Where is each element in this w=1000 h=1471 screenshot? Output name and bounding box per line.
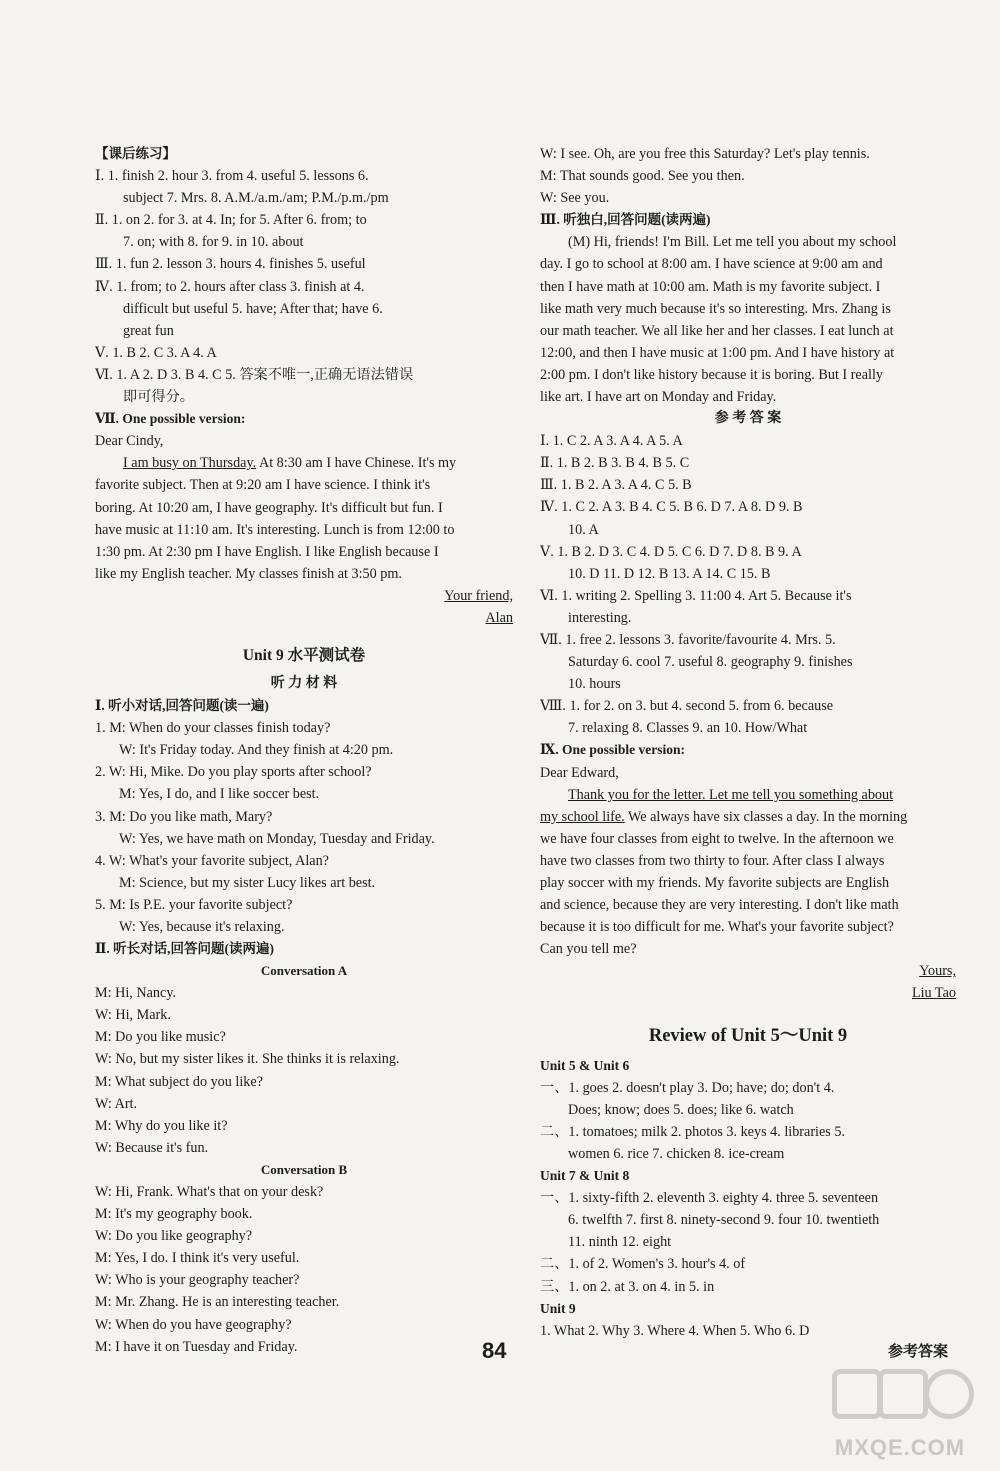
watermark-url: MXQE.COM xyxy=(834,1435,966,1460)
monologue-line: 12:00, and then I have music at 1:00 pm. And I have history at xyxy=(540,344,895,361)
letter-underlined-text: I am busy on Thursday. xyxy=(123,455,257,472)
answer-line: Ⅱ. 1. B 2. B 3. B 4. B 5. C xyxy=(540,455,690,472)
answer-line: Ⅵ. 1. A 2. D 3. B 4. C 5. 答案不唯一,正确无语法错误 xyxy=(95,366,414,383)
answer-line: interesting. xyxy=(568,609,632,626)
after-class-heading: 【课后练习】 xyxy=(95,146,176,161)
left-column xyxy=(95,143,513,1358)
letter-greeting: Dear Edward, xyxy=(540,764,619,781)
dialogue-line: W: Who is your geography teacher? xyxy=(95,1272,300,1289)
letter-line: have two classes from two thirty to four. After class I always xyxy=(540,852,885,869)
letter-first-line xyxy=(95,452,513,474)
dialogue-line: W: Do you like geography? xyxy=(95,1228,253,1245)
unit78-heading: Unit 7 & Unit 8 xyxy=(540,1168,630,1184)
answer-line: 即可得分。 xyxy=(123,389,194,406)
dialogue-line: 5. M: Is P.E. your favorite subject? xyxy=(95,896,293,913)
dialogue-line: 4. W: What's your favorite subject, Alan? xyxy=(95,852,329,869)
answer-line: 三、1. on 2. at 3. on 4. in 5. in xyxy=(540,1278,715,1295)
dialogue-line: M: Yes, I do. I think it's very useful. xyxy=(95,1250,300,1267)
watermark-circle-icon xyxy=(924,1369,974,1419)
letter-underlined-text: Thank you for the letter. Let me tell you something about xyxy=(568,786,894,803)
letter-text: At 8:30 am I have Chinese. It's my xyxy=(256,455,457,472)
letter-closing: Your friend, xyxy=(444,587,513,604)
monologue-line: day. I go to school at 8:00 am. I have science at 9:00 am and xyxy=(540,256,883,273)
letter-underlined-text: my school life. xyxy=(540,808,625,825)
unit9-heading: Unit 9 xyxy=(540,1300,576,1316)
letter-line: play soccer with my friends. My favorite subjects are English xyxy=(540,875,890,891)
letter-line: and science, because they are very interesting. I don't like math xyxy=(540,897,899,914)
answer-line: Ⅵ. 1. writing 2. Spelling 3. 11:00 4. Art 5. Because it's xyxy=(540,587,852,604)
monologue-line: 2:00 pm. I don't like history because it is boring. But I really xyxy=(540,366,884,383)
answer-line: Ⅲ. 1. fun 2. lesson 3. hours 4. finishes 5. useful xyxy=(95,256,366,273)
letter-line xyxy=(540,784,956,806)
dialogue-line: M: I have it on Tuesday and Friday. xyxy=(95,1338,298,1355)
possible-version-heading: Ⅸ. One possible version: xyxy=(540,742,685,758)
monologue-heading: Ⅲ. 听独白,回答问题(读两遍) xyxy=(540,212,711,228)
dialogue-line: M: That sounds good. See you then. xyxy=(540,168,745,185)
conversation-a-title: Conversation A xyxy=(260,963,348,979)
watermark-box-icon xyxy=(832,1369,882,1419)
answer-line: Ⅴ. 1. B 2. D 3. C 4. D 5. C 6. D 7. D 8. B 9. A xyxy=(540,543,802,560)
dialogue-line: W: Yes, we have math on Monday, Tuesday and Friday. xyxy=(119,830,435,847)
answer-line: difficult but useful 5. have; After that; have 6. xyxy=(123,300,383,317)
answer-line: 10. D 11. D 12. B 13. A 14. C 15. B xyxy=(568,565,771,582)
answer-line: Ⅱ. 1. on 2. for 3. at 4. In; for 5. After 6. from; to xyxy=(95,212,367,229)
monologue-line: (M) Hi, friends! I'm Bill. Let me tell you about my school xyxy=(568,234,897,251)
dialogue-line: M: What subject do you like? xyxy=(95,1073,263,1090)
possible-version-heading: Ⅶ. One possible version: xyxy=(95,411,246,427)
dialogue-line: 1. M: When do your classes finish today? xyxy=(95,720,331,737)
dialogue-line: M: Mr. Zhang. He is an interesting teacher. xyxy=(95,1294,340,1311)
answer-line: Ⅷ. 1. for 2. on 3. but 4. second 5. from 6. because xyxy=(540,698,834,715)
letter-signature: Liu Tao xyxy=(911,985,956,1002)
answer-line: 一、1. goes 2. doesn't play 3. Do; have; do; don't 4. xyxy=(540,1079,835,1096)
letter-line: favorite subject. Then at 9:20 am I have science. I think it's xyxy=(95,477,431,494)
letter-signature: Alan xyxy=(485,609,513,626)
dialogue-line: M: Why do you like it? xyxy=(95,1117,228,1134)
dialogue-line: W: Because it's fun. xyxy=(95,1139,209,1156)
answer-line: Ⅰ. 1. finish 2. hour 3. from 4. useful 5. lessons 6. xyxy=(95,168,369,185)
unit56-heading: Unit 5 & Unit 6 xyxy=(540,1057,630,1073)
answer-line: subject 7. Mrs. 8. A.M./a.m./am; P.M./p.m./pm xyxy=(123,190,389,207)
answer-line: 7. on; with 8. for 9. in 10. about xyxy=(123,234,304,251)
letter-line: boring. At 10:20 am, I have geography. It's difficult but fun. I xyxy=(95,499,443,516)
monologue-line: like math very much because it's so interesting. Mrs. Zhang is xyxy=(540,300,891,317)
dialogue-line: W: No, but my sister likes it. She thinks it is relaxing. xyxy=(95,1051,400,1068)
answer-line: Ⅴ. 1. B 2. C 3. A 4. A xyxy=(95,344,217,361)
dialogue-line: W: Hi, Mark. xyxy=(95,1007,171,1024)
dialogue-line: M: Science, but my sister Lucy likes art best. xyxy=(119,874,376,891)
conversation-b-title: Conversation B xyxy=(260,1161,348,1177)
dialogue-line: W: When do you have geography? xyxy=(95,1316,292,1333)
answer-line: women 6. rice 7. chicken 8. ice-cream xyxy=(568,1145,785,1162)
dialogue-line: W: Hi, Frank. What's that on your desk? xyxy=(95,1183,324,1200)
dialogue-line: M: Do you like music? xyxy=(95,1029,226,1046)
dialogue-line: M: Yes, I do, and I like soccer best. xyxy=(119,786,320,803)
dialogue-line: 2. W: Hi, Mike. Do you play sports after school? xyxy=(95,764,372,781)
page-number: 84 xyxy=(482,1338,507,1363)
answer-line: 1. What 2. Why 3. Where 4. When 5. Who 6. D xyxy=(540,1322,810,1339)
letter-line: 1:30 pm. At 2:30 pm I have English. I like English because I xyxy=(95,543,439,560)
answer-line: 11. ninth 12. eight xyxy=(568,1234,672,1251)
letter-line: Can you tell me? xyxy=(540,941,637,958)
answer-line: Ⅲ. 1. B 2. A 3. A 4. C 5. B xyxy=(540,477,692,494)
dialogue-line: W: Art. xyxy=(95,1095,138,1112)
letter-greeting: Dear Cindy, xyxy=(95,433,164,450)
answer-line: great fun xyxy=(123,322,174,339)
answer-line: 6. twelfth 7. first 8. ninety-second 9. four 10. twentieth xyxy=(568,1212,880,1229)
dialogue-line: W: I see. Oh, are you free this Saturday? Let's play tennis. xyxy=(540,146,870,162)
monologue-line: our math teacher. We all like her and her classes. I eat lunch at xyxy=(540,322,894,339)
dialogue-line: W: Yes, because it's relaxing. xyxy=(119,919,285,935)
dialogue-line: W: See you. xyxy=(540,190,610,207)
dialogue-line: M: Hi, Nancy. xyxy=(95,985,177,1002)
answer-line: Ⅰ. 1. C 2. A 3. A 4. A 5. A xyxy=(540,433,683,450)
answer-line: 一、1. sixty-fifth 2. eleventh 3. eighty 4. three 5. seventeen xyxy=(540,1190,879,1207)
answers-title: 参 考 答 案 xyxy=(714,411,782,427)
answer-line: Ⅳ. 1. C 2. A 3. B 4. C 5. B 6. D 7. A 8. D 9. B xyxy=(540,499,803,516)
listening-material-title: 听 力 材 料 xyxy=(270,676,338,692)
answer-line: Saturday 6. cool 7. useful 8. geography 9. finishes xyxy=(568,654,853,671)
review-title: Review of Unit 5～Unit 9 xyxy=(648,1025,848,1046)
monologue-line: then I have math at 10:00 am. Math is my favorite subject. I xyxy=(540,278,881,295)
right-column xyxy=(540,143,956,1342)
answer-line: Ⅶ. 1. free 2. lessons 3. favorite/favourite 4. Mrs. 5. xyxy=(540,631,836,648)
letter-line xyxy=(540,806,956,828)
footer-label: 参考答案 xyxy=(888,1344,949,1360)
answer-line: 10. A xyxy=(568,521,599,538)
letter-line: like my English teacher. My classes finish at 3:50 pm. xyxy=(95,565,402,582)
answer-line: 10. hours xyxy=(568,676,621,693)
unit9-test-title: Unit 9 水平测试卷 xyxy=(242,647,366,665)
answer-line: 7. relaxing 8. Classes 9. an 10. How/What xyxy=(568,720,808,737)
answer-line: 二、1. tomatoes; milk 2. photos 3. keys 4. libraries 5. xyxy=(540,1123,846,1140)
answer-line: Does; know; does 5. does; like 6. watch xyxy=(568,1101,794,1118)
answer-line: 二、1. of 2. Women's 3. hour's 4. of xyxy=(540,1256,746,1273)
dialogue-line: 3. M: Do you like math, Mary? xyxy=(95,808,273,825)
dialogue-line: M: It's my geography book. xyxy=(95,1206,253,1223)
answer-line: Ⅳ. 1. from; to 2. hours after class 3. finish at 4. xyxy=(95,278,365,295)
letter-line: because it is too difficult for me. What's your favorite subject? xyxy=(540,919,894,936)
watermark-logo xyxy=(830,1365,970,1465)
letter-line: we have four classes from eight to twelve. In the afternoon we xyxy=(540,830,894,847)
long-dialogue-heading: Ⅱ. 听长对话,回答问题(读两遍) xyxy=(95,941,274,957)
dialogue-line: W: It's Friday today. And they finish at 4:20 pm. xyxy=(119,742,394,759)
letter-text: We always have six classes a day. In the morning xyxy=(624,808,908,825)
short-dialogue-heading: Ⅰ. 听小对话,回答问题(读一遍) xyxy=(95,698,269,714)
monologue-line: like art. I have art on Monday and Friday. xyxy=(540,389,777,406)
letter-line: have music at 11:10 am. It's interesting. Lunch is from 12:00 to xyxy=(95,521,455,538)
watermark-box-icon xyxy=(878,1369,928,1419)
letter-closing: Yours, xyxy=(919,963,956,980)
